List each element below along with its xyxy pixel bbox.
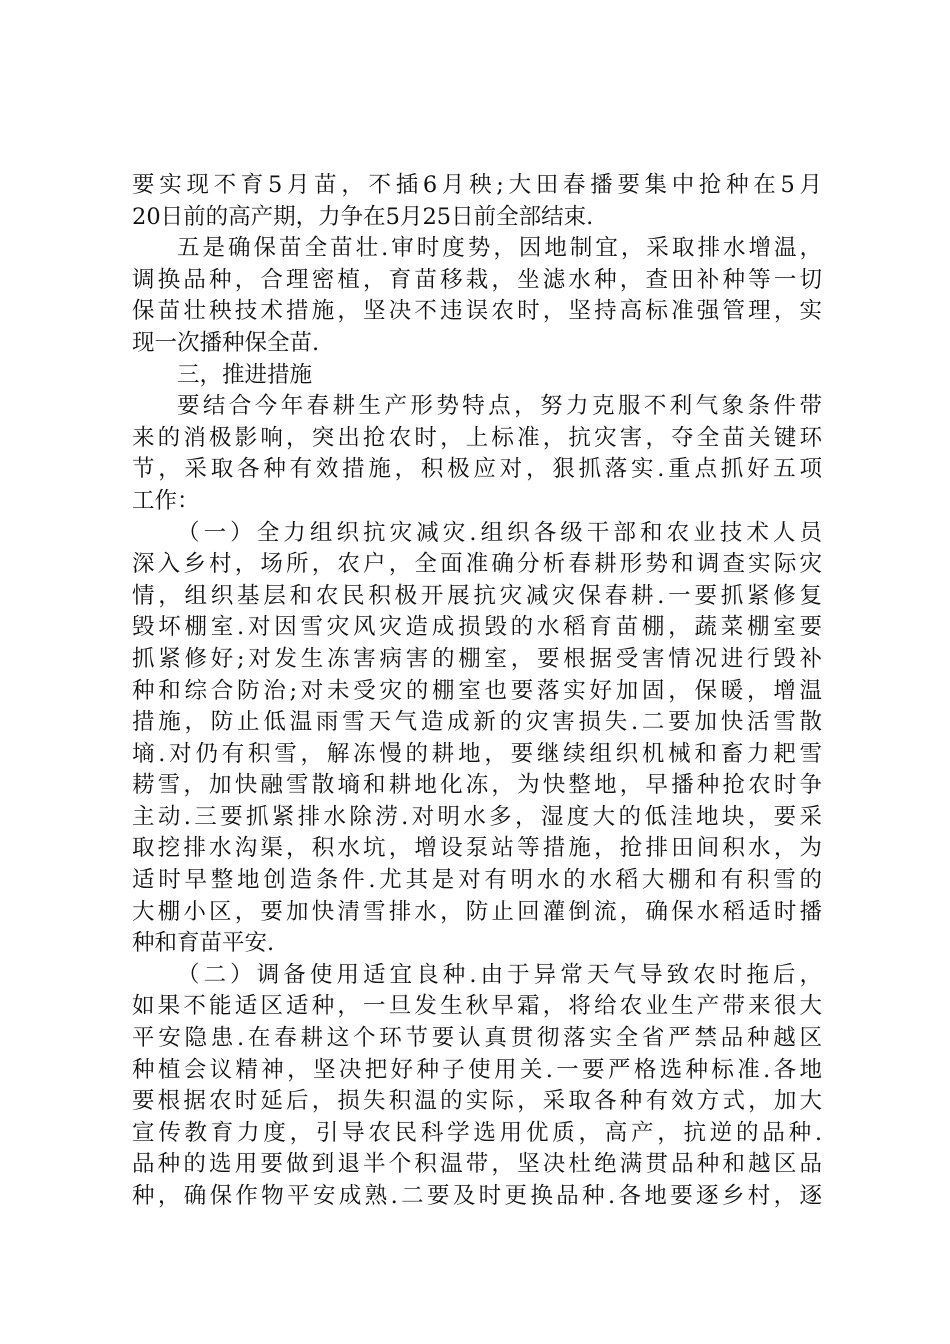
text-line: 种和育苗平安.: [132, 930, 275, 957]
text-line: 情，组织基层和农民积极开展抗灾减灾保春耕.一要抓紧修复: [132, 582, 822, 609]
text-line: 品种的选用要做到退半个积温带，坚决杜绝满贯品种和越区品: [132, 1151, 822, 1178]
text-line: （二）调备使用适宜良种.由于异常天气导致农时拖后，: [177, 961, 822, 988]
text-line: 宣传教育力度，引导农民科学选用优质，高产，抗逆的品种.: [132, 1119, 822, 1146]
text-line: 要实现不育5月苗，不插6月秧;大田春播要集中抢种在5月: [132, 172, 822, 198]
text-line: 现一次播种保全苗.: [132, 329, 320, 356]
text-line: 措施，防止低温雨雪天气造成新的灾害损失.二要加快活雪散: [132, 709, 822, 736]
text-line: 主动.三要抓紧排水除涝.对明水多，湿度大的低洼地块，要采: [132, 803, 822, 830]
text-line: 平安隐患.在春耕这个环节要认真贯彻落实全省严禁品种越区: [132, 1025, 822, 1052]
text-line: 深入乡村，场所，农户，全面准确分析春耕形势和调查实际灾: [132, 551, 822, 578]
text-line: 调换品种，合理密植，育苗移栽，坐滤水种，查田补种等一切: [132, 266, 822, 293]
text-line: 取挖排水沟渠，积水坑，增设泵站等措施，抢排田间积水，为: [132, 835, 822, 862]
text-line: 要结合今年春耕生产形势特点，努力克服不利气象条件带: [177, 393, 822, 420]
text-line: 种，确保作物平安成熟.二要及时更换品种.各地要逐乡村，逐: [132, 1183, 822, 1209]
text-line: 要根据农时延后，损失积温的实际，采取各种有效方式，加大: [132, 1088, 822, 1115]
text-line: 保苗壮秧技术措施，坚决不违误农时，坚持高标准强管理，实: [132, 298, 822, 325]
text-line: 节，采取各种有效措施，积极应对，狠抓落实.重点抓好五项: [132, 456, 822, 483]
text-line: 毁坏棚室.对因雪灾风灾造成损毁的水稻育苗棚，蔬菜棚室要: [132, 614, 822, 641]
text-line: （一）全力组织抗灾减灾.组织各级干部和农业技术人员: [177, 519, 822, 546]
text-line: 三，推进措施: [177, 361, 313, 388]
text-line: 如果不能适区适种，一旦发生秋早霜，将给农业生产带来很大: [132, 993, 822, 1020]
text-line: 来的消极影响，突出抢农时，上标准，抗灾害，夺全苗关键环: [132, 424, 822, 451]
text-line: 大棚小区，要加快清雪排水，防止回灌倒流，确保水稻适时播: [132, 898, 822, 925]
document-body: [132, 170, 822, 1213]
text-line: 耢雪，加快融雪散墒和耕地化冻，为快整地，早播种抢农时争: [132, 772, 822, 799]
text-line: 种和综合防治;对未受灾的棚室也要落实好加固，保暖，增温: [132, 677, 822, 704]
text-line: 墒.对仍有积雪，解冻慢的耕地，要继续组织机械和畜力耙雪: [132, 740, 822, 767]
text-line: 抓紧修好;对发生冻害病害的棚室，要根据受害情况进行毁补: [132, 645, 822, 672]
text-line: 种植会议精神，坚决把好种子使用关.一要严格选种标准.各地: [132, 1056, 822, 1083]
text-line: 工作：: [132, 487, 200, 514]
text-line: 适时早整地创造条件.尤其是对有明水的水稻大棚和有积雪的: [132, 867, 822, 894]
text-line: 五是确保苗全苗壮.审时度势，因地制宜，采取排水增温，: [177, 235, 822, 262]
text-line: 20日前的高产期，力争在5月25日前全部结束.: [132, 203, 594, 230]
